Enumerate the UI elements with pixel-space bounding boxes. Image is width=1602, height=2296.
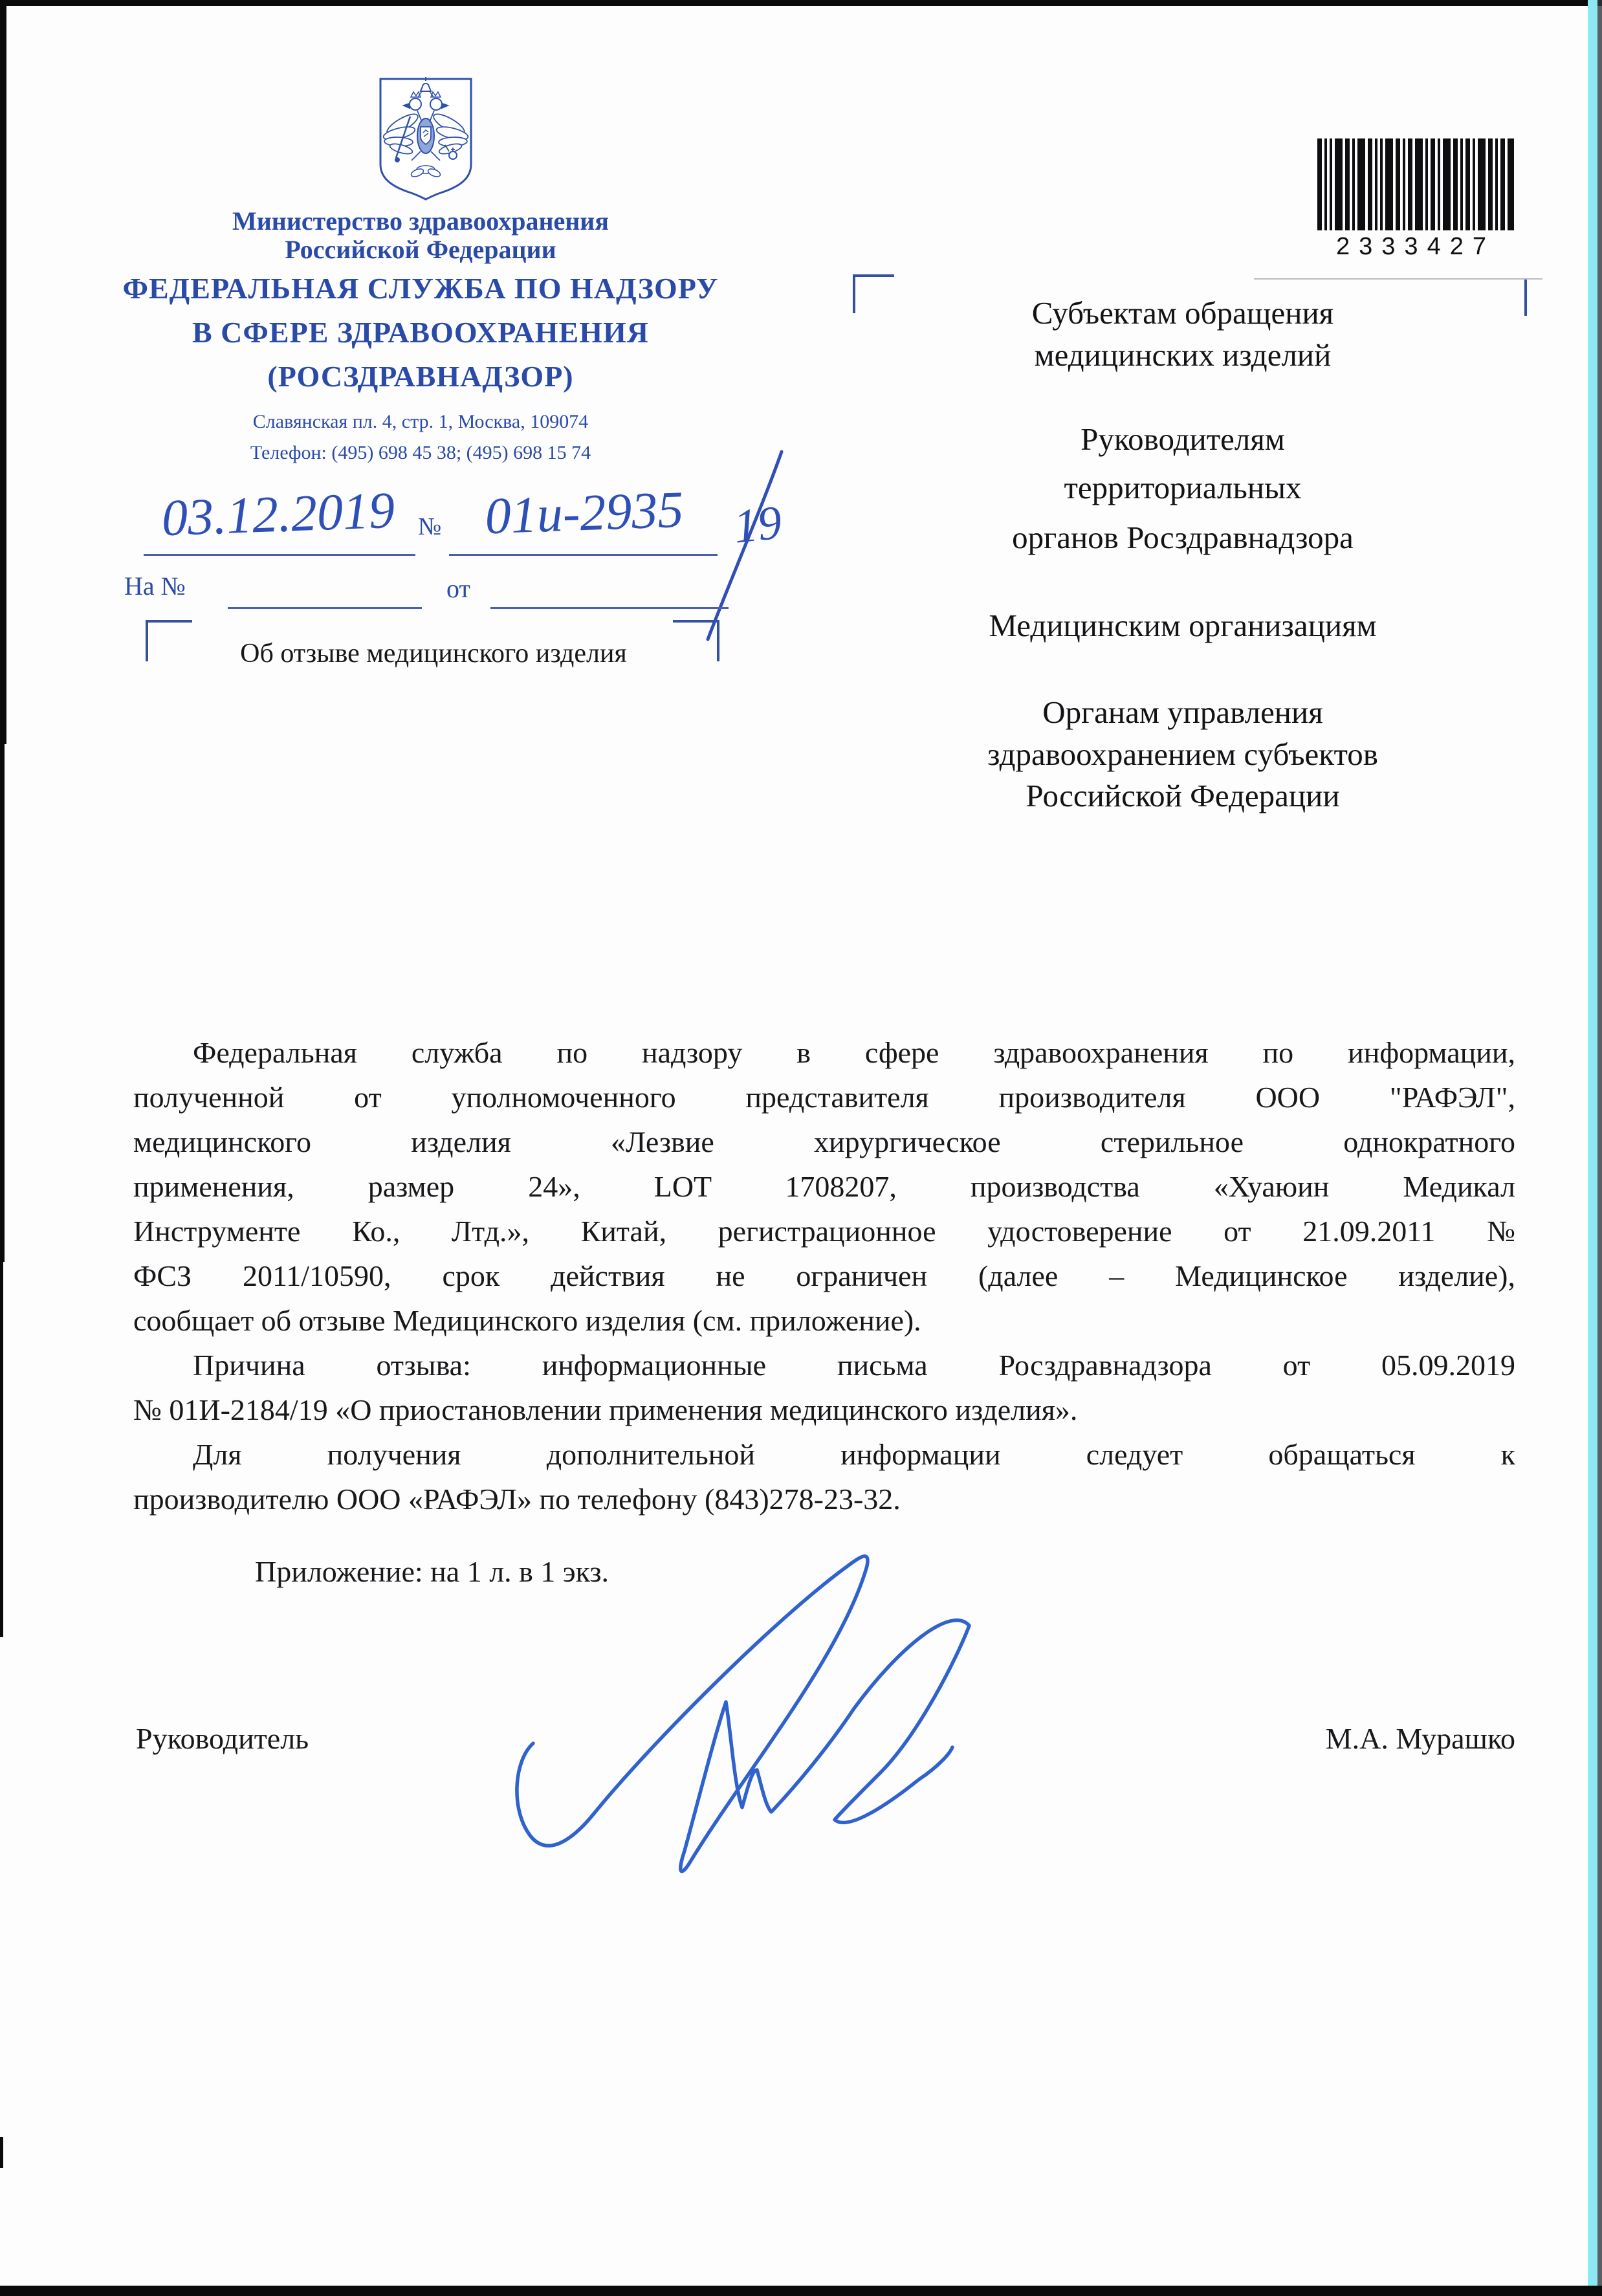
- handwritten-date: 03.12.2019: [160, 481, 396, 547]
- handwritten-signature: [472, 1550, 996, 1893]
- addressee-line: Российской Федерации: [1026, 778, 1340, 813]
- addressee-line: Медицинским организациям: [989, 608, 1377, 643]
- date-underline: [144, 554, 415, 556]
- ministry-name-line2: Российской Федерации: [285, 235, 556, 264]
- reply-number-underline: [228, 607, 422, 609]
- letterhead-phone: Телефон: (495) 698 45 38; (495) 698 15 74: [250, 442, 591, 463]
- addressee-corner-mark: [1524, 280, 1527, 316]
- addressee-line: медицинских изделий: [1034, 337, 1332, 373]
- body-line: Федеральная служба по надзору в сфере здравоохранения по информации,: [193, 1036, 1515, 1069]
- reply-ref-label: На №: [124, 571, 186, 601]
- body-line: Причина отзыва: информационные письма Росздравнадзора от 05.09.2019: [193, 1349, 1515, 1382]
- addressee-line: Руководителям: [1081, 421, 1285, 457]
- barcode-number: 2333427: [1336, 233, 1495, 260]
- reply-date-underline: [490, 607, 729, 609]
- body-line: № 01И-2184/19 «О приостановлении применения медицинского изделия».: [133, 1393, 1078, 1426]
- scan-artifact-right-edge: [1597, 0, 1602, 2296]
- service-name-line2: В СФЕРЕ ЗДРАВООХРАНЕНИЯ: [192, 316, 649, 349]
- body-line: сообщает об отзыве Медицинского изделия (см. приложение).: [133, 1304, 921, 1337]
- letter-body: [133, 1030, 1515, 1521]
- addressee-line: органов Росздравнадзора: [1012, 520, 1354, 555]
- body-line: Для получения дополнительной информации следует обращаться к: [193, 1438, 1515, 1471]
- addressee-line: территориальных: [1064, 470, 1302, 505]
- service-name-line1: ФЕДЕРАЛЬНАЯ СЛУЖБА ПО НАДЗОРУ: [122, 272, 719, 305]
- addressee-line: здравоохранением субъектов: [987, 736, 1378, 772]
- body-line: медицинского изделия «Лезвие хирургическое стерильное однократного: [133, 1125, 1515, 1158]
- handwritten-number: 01и-2935: [484, 481, 685, 546]
- scan-artifact-right-cyan-strip: [1588, 0, 1597, 2296]
- subject-corner-mark: [673, 620, 719, 623]
- subject-corner-mark: [146, 620, 192, 623]
- body-line: применения, размер 24», LOT 1708207, производства «Хуаюин Медикал: [133, 1170, 1515, 1203]
- addressee-block: [924, 291, 1442, 822]
- scan-artifact-left-edge: [0, 1262, 3, 1637]
- addressee-corner-mark: [853, 274, 894, 277]
- scan-artifact-left-edge: [0, 744, 5, 1262]
- body-line: производителю ООО «РАФЭЛ» по телефону (843)278-23-32.: [133, 1483, 901, 1516]
- handwritten-number-suffix: 19: [730, 496, 785, 554]
- body-line: Инструменте Ко., Лтд.», Китай, регистрационное удостоверение от 21.09.2011 №: [133, 1215, 1515, 1248]
- scan-artifact-left-blob: [0, 2137, 3, 2168]
- registration-barcode: [1317, 138, 1514, 230]
- number-underline: [449, 554, 718, 556]
- service-name-line3: (РОСЗДРАВНАДЗОР): [267, 360, 574, 393]
- scan-artifact-left-edge: [0, 0, 6, 744]
- addressee-line: Органам управления: [1042, 694, 1323, 730]
- attachment-line: Приложение: на 1 л. в 1 экз.: [255, 1555, 609, 1588]
- scan-artifact-bottom-edge: [0, 2286, 1602, 2296]
- addressee-corner-faint-line: [1254, 278, 1542, 280]
- body-line: полученной от уполномоченного представителя производителя ООО "РАФЭЛ",: [133, 1081, 1515, 1114]
- signer-position-title: Руководитель: [136, 1722, 309, 1755]
- subject-corner-mark: [146, 620, 148, 661]
- subject-line: Об отзыве медицинского изделия: [240, 639, 627, 668]
- signer-name: М.А. Мурашко: [1325, 1722, 1515, 1755]
- reply-from-label: от: [446, 574, 470, 603]
- scan-artifact-top-edge: [0, 0, 1602, 6]
- body-line: ФСЗ 2011/10590, срок действия не ограничен (далее – Медицинское изделие),: [133, 1259, 1515, 1292]
- russia-coat-of-arms-icon: [374, 75, 477, 202]
- letterhead-address: Славянская пл. 4, стр. 1, Москва, 109074: [252, 411, 589, 432]
- addressee-corner-mark: [853, 274, 855, 313]
- number-sign: №: [418, 513, 442, 540]
- addressee-line: Субъектам обращения: [1031, 295, 1334, 331]
- ministry-name-line1: Министерство здравоохранения: [232, 206, 609, 236]
